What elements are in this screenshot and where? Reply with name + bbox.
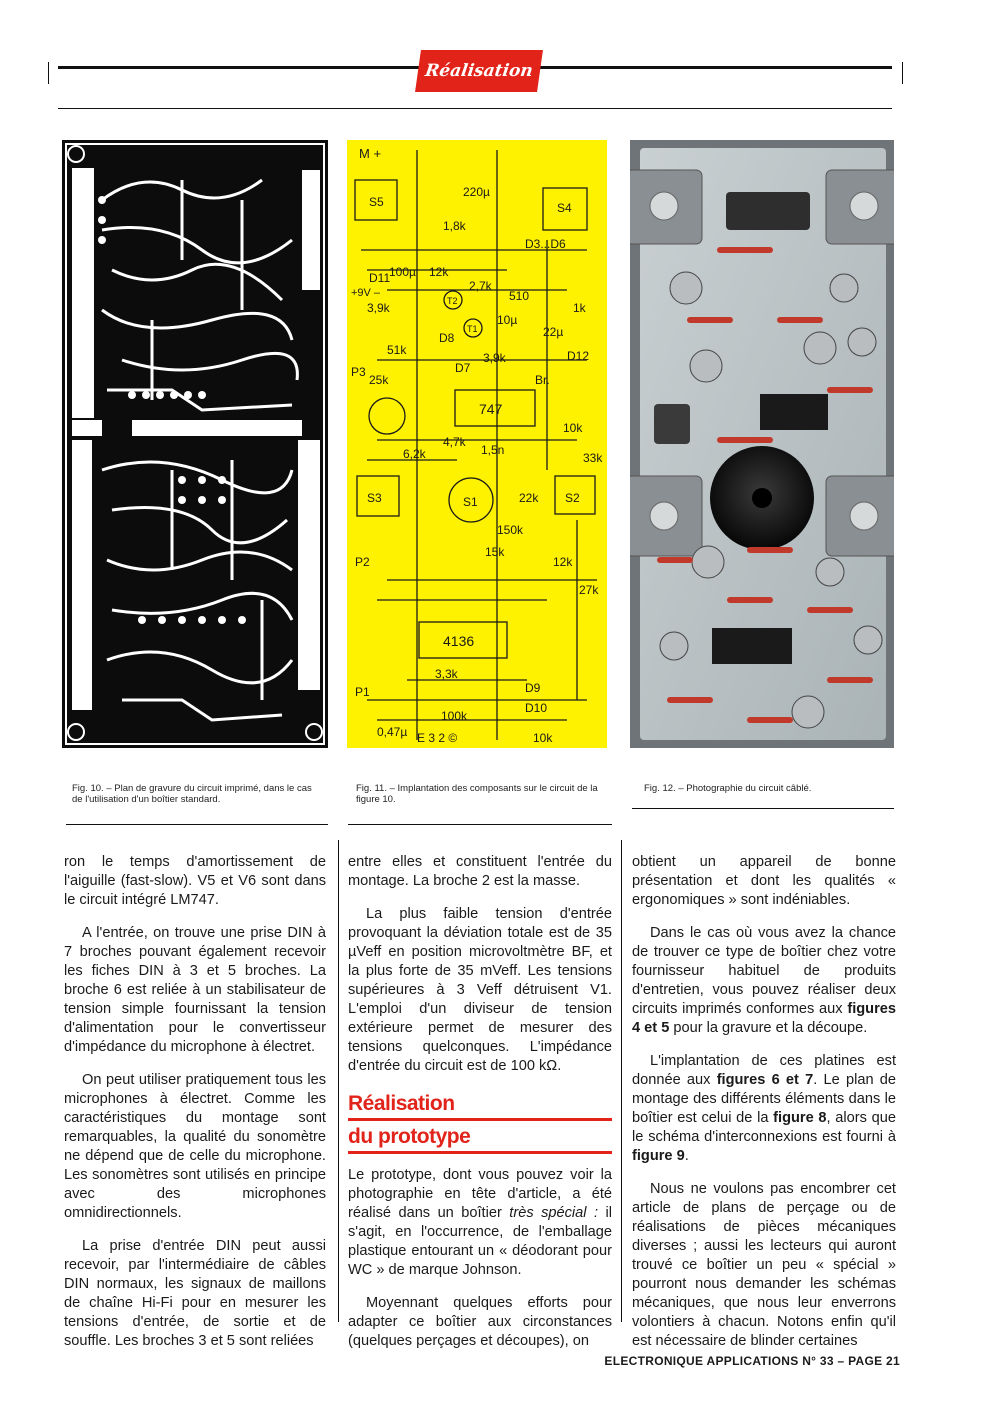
fig11-label-r10kb: 10k [533, 731, 553, 745]
text-column-1 [64, 853, 326, 1351]
section-heading-bar [348, 1118, 612, 1121]
fig11-label-r39k: 3,9k [367, 301, 390, 315]
fig11-label-d9: D9 [525, 681, 541, 695]
fig11-label-r27k: 2,7k [469, 279, 492, 293]
fig11-label-r33k: 33k [583, 451, 603, 465]
text-column-3 [632, 853, 896, 1351]
fig11-label-d7: D7 [455, 361, 471, 375]
column-divider-1 [338, 840, 339, 1322]
header-rule-right [538, 66, 892, 69]
fig11-label-br: Br. [535, 373, 550, 387]
fig11-label-r12k: 12k [429, 265, 449, 279]
fig11-label-s2: S2 [565, 491, 580, 505]
fig11-label-t1: T1 [467, 324, 478, 334]
fig12-photograph [630, 140, 894, 748]
fig11-label-d3d6: D3...D6 [525, 237, 566, 251]
fig11-label-r10k: 10k [563, 421, 583, 435]
fig11-label-r510: 510 [509, 289, 530, 303]
fig11-label-r62k: 6,2k [403, 447, 426, 461]
fig12-caption: Fig. 12. – Photographie du circuit câblé. [644, 783, 812, 794]
column-divider-2 [621, 840, 622, 1322]
fig11-label-p1: P1 [355, 685, 370, 699]
fig11-label-r22k: 22k [519, 491, 539, 505]
fig10-pcb-artwork [62, 140, 328, 748]
col1-paragraph: La prise d'entrée DIN peut aussi recevoir, par l'intermédiaire de câbles DIN normaux, les signaux de maillons de chaîne Hi-Fi pour en mesurer les tensions d'entrée, de sortie et de souffle. Les broches 3 et 5 sont reliées [64, 1238, 326, 1349]
fig11-label-ic747: 747 [479, 401, 503, 417]
fig11-label-r39k2: 3,9k [483, 351, 506, 365]
fig11-label-c047: 0,47µ [377, 725, 408, 739]
section-heading-line2: du prototype [348, 1125, 471, 1148]
fig11-label-pwr: M + [359, 146, 382, 161]
fig11-label-c15n: 1,5n [481, 443, 505, 457]
fig11-label-d8: D8 [439, 331, 455, 345]
fig11-label-r51k: 51k [387, 343, 407, 357]
section-heading [348, 1090, 612, 1154]
fig11-label-r12k2: 12k [553, 555, 573, 569]
fig11-label-p2: P2 [355, 555, 370, 569]
fig11-component-layout [347, 140, 607, 748]
section-heading-line1: Réalisation [348, 1092, 455, 1115]
fig11-label-r33k2: 3,3k [435, 667, 458, 681]
fig11-label-r150k: 150k [497, 523, 524, 537]
fig11-label-c220: 220µ [463, 185, 490, 199]
fig11-label-c22: 22µ [543, 325, 564, 339]
col2-paragraph: Le prototype, dont vous pouvez voir la photographie en tête d'article, a été réalisé dans un boîtier très spécial : il s'agit, en l'occurrence, de l'emballage plastique entourant un « déodorant pour WC » de marque Johnson. [348, 1167, 612, 1278]
col1-paragraph: A l'entrée, on trouve une prise DIN à 7 broches pouvant également recevoir les fiches DIN à 3 et 5 broches. La broche 6 est reliée à un stabilisateur de tension simple fournissant la tension d'alimentation pour le convertisseur d'impédance du microphone à électret. [64, 925, 326, 1055]
fig11-label-d11: D11 [369, 271, 391, 285]
text-column-2 [348, 853, 612, 1351]
col1-paragraph: On peut utiliser pratiquement tous les microphones à électret. Comme les caractéristiques du montage sont remarquables, la qualité du sonomètre ne dépend que de celle du microphone. Les sonomètres sont utilisés en principe avec des microphones omnidirectionnels. [64, 1072, 326, 1221]
header-rule-left-tick [48, 62, 49, 84]
fig11-caption: Fig. 11. – Implantation des composants sur le circuit de la figure 10. [356, 783, 598, 805]
fig11-label-p3: P3 [351, 365, 366, 379]
col2-paragraph: La plus faible tension d'entrée provoquant la déviation totale est de 35 µVeff en position microvoltmètre BF, et la plus forte de 35 mVeff. Les tensions supérieures à 3 Veff détruisent V1. L'emploi d'un diviseur de tension extérieure permet de mesurer des tensions quelconques. L'impédance d'entrée du circuit est de 100 kΩ. [348, 906, 612, 1074]
fig11-label-r15k: 15k [485, 545, 505, 559]
section-rubric: Réalisation [415, 50, 543, 92]
page-footer: ELECTRONIQUE APPLICATIONS N° 33 – PAGE 21 [604, 1354, 900, 1368]
col2-paragraph: entre elles et constituent l'entrée du montage. La broche 2 est la masse. [348, 854, 612, 889]
header-rule-right-tick [902, 62, 903, 84]
fig11-label-d10: D10 [525, 701, 548, 715]
fig11-label-r1k: 1k [573, 301, 586, 315]
fig11-label-s1: S1 [463, 495, 478, 509]
col3-paragraph: obtient un appareil de bonne présentation et dont les qualités « ergonomiques » sont indéniables. [632, 854, 896, 908]
fig10-caption-rule [66, 824, 328, 825]
fig11-label-r100k: 100k [441, 709, 468, 723]
fig11-caption-rule [348, 824, 612, 825]
fig11-label-s5: S5 [369, 195, 384, 209]
fig10-caption: Fig. 10. – Plan de gravure du circuit imprimé, dans le cas de l'utilisation d'un boîtier standard. [72, 783, 312, 805]
fig11-label-s3: S3 [367, 491, 382, 505]
fig11-label-r47k: 4,7k [443, 435, 466, 449]
fig12-caption-rule [632, 808, 894, 809]
fig11-label-r18k: 1,8k [443, 219, 466, 233]
fig11-label-d12: D12 [567, 349, 590, 363]
fig11-label-c100: 100µ [389, 265, 416, 279]
fig11-label-c10: 10µ [497, 313, 518, 327]
fig11-label-r25k: 25k [369, 373, 389, 387]
col3-paragraph: Dans le cas où vous avez la chance de trouver ce type de boîtier chez votre fournisseur habituel de produits d'entretien, vous pouvez réaliser deux circuits imprimés conformes aux figures 4 et 5 pour la gravure et la découpe. [632, 925, 896, 1036]
fig11-label-t2: T2 [447, 296, 458, 306]
col2-paragraph: Moyennant quelques efforts pour adapter ce boîtier aux circonstances (quelques perçages et découpes), on [348, 1295, 612, 1349]
col3-paragraph: L'implantation de ces platines est donnée aux figures 6 et 7. Le plan de montage des différents éléments dans le boîtier est celui de la figure 8, alors que le schéma d'interconnexions est fourni à figure 9. [632, 1053, 897, 1164]
fig11-label-nine: +9V – [351, 287, 381, 299]
fig11-label-r27k2: 27k [579, 583, 599, 597]
col3-paragraph: Nous ne voulons pas encombrer cet article de plans de perçage ou de réalisations de pièces mécaniques diverses ; aussi les lecteurs qui auront trouvé ce boîtier un peu « spécial » pourront nous demander les schémas mécaniques, que nous leur enverrons volontiers à chacun. Notons enfin qu'il est nécessaire de blinder certaines [632, 1181, 896, 1349]
col1-paragraph: ron le temps d'amortissement de l'aiguille (fast-slow). V5 et V6 sont dans le circuit intégré LM747. [64, 854, 326, 908]
fig11-label-pins: E 3 2 © [417, 731, 458, 745]
fig11-label-ic4136: 4136 [443, 633, 475, 649]
header-thin-rule [58, 108, 892, 109]
section-heading-bar [348, 1151, 612, 1154]
header-rule-left [58, 66, 420, 69]
fig11-label-s4: S4 [557, 201, 572, 215]
